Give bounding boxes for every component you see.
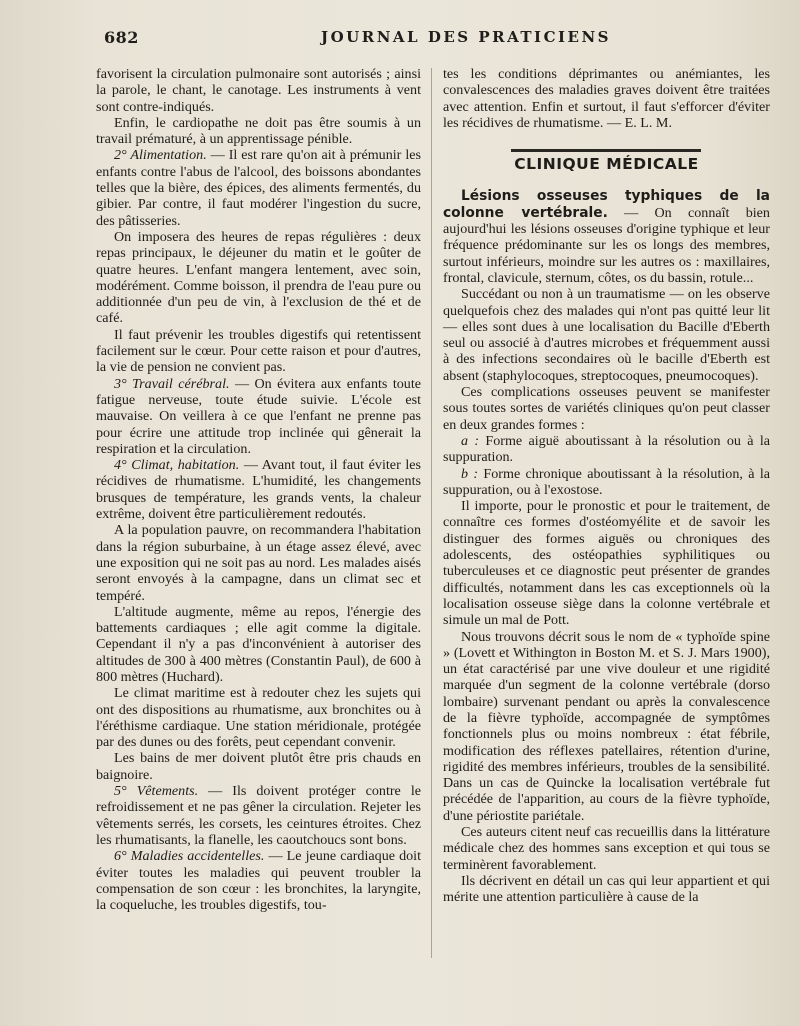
paragraph — [96, 376, 421, 457]
paragraph: Le climat maritime est à redouter chez les sujets qui ont des dispositions au rhumatisme, aux bronchites ou à l'éréthisme cardiaque. Une station méridionale, protégée par des dunes ou des forêts, peut cependant convenir. — [96, 685, 421, 751]
paragraph-text: — Le jeune cardiaque doit éviter toutes les maladies qui peuvent troubler la compensation de son cœur : les bronchites, la laryngite, la coqueluche, les troubles digestifs, tou- — [96, 848, 422, 914]
list-label: b : — [461, 465, 479, 482]
paragraph: A la population pauvre, on recommandera l'habitation dans la région suburbaine, à un étage assez élevé, avec une exposition qui ne soit pas au nord. Les malades aisés seront envoyés à la campagne, dans un climat sec et tempéré. — [96, 522, 421, 604]
column-divider — [431, 68, 432, 958]
paragraph: tes les conditions déprimantes ou anémiantes, les convalescences des maladies graves doivent être traitées avec attention. Enfin et surtout, il faut s'efforcer d'éviter les récidives de rhumatisme. — E. L. M. — [443, 66, 770, 131]
subsection-label: 4° Climat, habitation. — [114, 457, 240, 474]
paragraph-text: — Ils doivent protéger contre le refroidissement et ne pas gêner la circulation. Rejeter les vêtements serrés, les corsets, les ceintures étroites. Chez les rhumatisants, la flanelle, les caoutchoucs sont bons. — [96, 783, 421, 848]
paragraph: On imposera des heures de repas régulières : deux repas principaux, le déjeuner du matin et le goûter de quatre heures. L'enfant mangera lentement, avec soin, modérément. Comme boisson, il prendra de l'eau pure ou additionnée d'un peu de vin, à l'exclusion de thé et de café. — [96, 228, 421, 327]
paragraph: Ces complications osseuses peuvent se manifester sous toutes sortes de variétés cliniques qu'on peut classer en deux grandes formes : — [443, 384, 770, 433]
page-number: 682 — [104, 28, 139, 47]
subsection-label: 6° Maladies accidentelles. — [114, 848, 265, 865]
paragraph-text: Forme aiguë aboutissant à la résolution ou à la suppuration. — [443, 432, 770, 466]
paragraph-text: — Avant tout, il faut éviter les récidives de rhumatisme. L'humidité, les changements brusques de température, les grands vents, la chaleur extrême, doivent être particulièrement redoutés. — [96, 457, 422, 523]
subsection-label: 3° Travail cérébral. — [114, 375, 230, 392]
paragraph-text: — On évitera aux enfants toute fatigue nerveuse, toute étude suivie. L'école est mauvaise. On veillera à ce que l'enfant ne prenne pas pour écrire une attitude trop inclinée qui gênerait la respiration et la circulation. — [96, 375, 421, 457]
page-header — [0, 0, 800, 60]
paragraph — [443, 188, 770, 286]
paragraph — [96, 457, 421, 522]
article-title: Lésions osseuses typhiques de la colonne vertébrale. — [443, 188, 770, 221]
paragraph-text: Forme chronique aboutissant à la résolution, à la suppuration, ou à l'exostose. — [443, 465, 771, 498]
paragraph: Succédant ou non à un traumatisme — on les observe quelquefois chez des malades qui n'ont pas quitté leur lit — elles sont dues à une localisation du Bacille d'Eberth seul ou associé à d'autres microbes et fréquemment aussi à des infections secondaires où le bacille d'Eberth est absent (staphylocoques, streptocoques, pneumocoques). — [443, 286, 770, 384]
paragraph — [96, 848, 421, 913]
paragraph: Enfin, le cardiopathe ne doit pas être soumis à un travail prématuré, à un apprentissage pénible. — [96, 114, 421, 148]
paragraph: Ces auteurs citent neuf cas recueillis dans la littérature médicale chez des hommes sans exception et qui tous se terminèrent favorablement. — [443, 824, 770, 873]
paragraph — [96, 783, 421, 848]
paragraph: favorisent la circulation pulmonaire sont autorisés ; ainsi la parole, le chant, le canotage. Les instruments à vent sont contre-indiqués. — [96, 66, 421, 115]
paragraph: Il importe, pour le pronostic et pour le traitement, de connaître ces formes d'ostéomyélite et de savoir les distinguer des formes aiguës ou chroniques des adolescents, des ostéopathies syphilitiques ou tuberculeuses et ce diagnostic peut présenter de grandes difficultés, notamment dans les cas exceptionnels où la localisation osseuse siège dans la colonne vertébrale et simule un mal de Pott. — [443, 498, 770, 629]
paragraph — [96, 147, 421, 228]
paragraph: Nous trouvons décrit sous le nom de « typhoïde spine » (Lovett et Withington in Boston M. et S. J. Mars 1900), un état caractérisé par une vive douleur et une rigidité marquée d'un segment de la colonne vertébrale (dorso lombaire) survenant pendant ou après la convalescence de la fièvre typhoïde, accompagnée de symptômes fonctionnels plus ou moins nombreux : état fébrile, modification des réflexes patellaires, rétention d'urine, rigidité des membres inférieurs, troubles de la sensibilité. Dans un cas de Quincke la localisation vertébrale fut précédée de l'apparition, au cours de la fièvre typhoïde, d'une périostite pariétale. — [443, 628, 770, 824]
section-rule — [511, 149, 701, 152]
paragraph: Il faut prévenir les troubles digestifs qui retentissent facilement sur le cœur. Pour cette raison et pour d'autres, la vie de pension ne convient pas. — [96, 326, 421, 376]
paragraph: Ils décrivent en détail un cas qui leur appartient et qui mérite une attention particulière à cause de la — [443, 872, 770, 906]
paragraph — [443, 466, 770, 499]
paragraph: L'altitude augmente, même au repos, l'énergie des battements cardiaques ; elle agit comme la digitale. Cependant il n'y a pas d'inconvénient à autoriser des altitudes de 300 à 400 mètres (Constantin Paul), de 600 à 800 mètres (Huchard). — [96, 603, 421, 685]
section-title: CLINIQUE MÉDICALE — [514, 155, 699, 174]
running-title: JOURNAL DES PRATICIENS — [321, 28, 611, 46]
left-column — [96, 66, 421, 913]
paragraph-text: — Il est rare qu'on ait à prémunir les enfants contre l'abus de l'alcool, des boissons abondantes telles que la bière, des épices, des aliments fermentés, du gibier. Par contre, il faut modérer l'ingestion du sucre, des pâtisseries. — [96, 147, 421, 229]
list-label: a : — [461, 432, 480, 449]
subsection-label: 5° Vêtements. — [114, 783, 199, 800]
paragraph-text: — On connaît bien aujourd'hui les lésions osseuses d'origine typhique et leur fréquence prédominante sur les os longs des membres, surtout inférieurs, moindre sur les autres os : maxillaires, frontal, clavicule, sternum, côtes, os du bassin, rotule... — [443, 204, 770, 286]
right-column — [443, 66, 770, 906]
paragraph — [443, 433, 770, 466]
subsection-label: 2° Alimentation. — [114, 147, 207, 164]
paragraph: Les bains de mer doivent plutôt être pris chauds en baignoire. — [96, 750, 421, 783]
